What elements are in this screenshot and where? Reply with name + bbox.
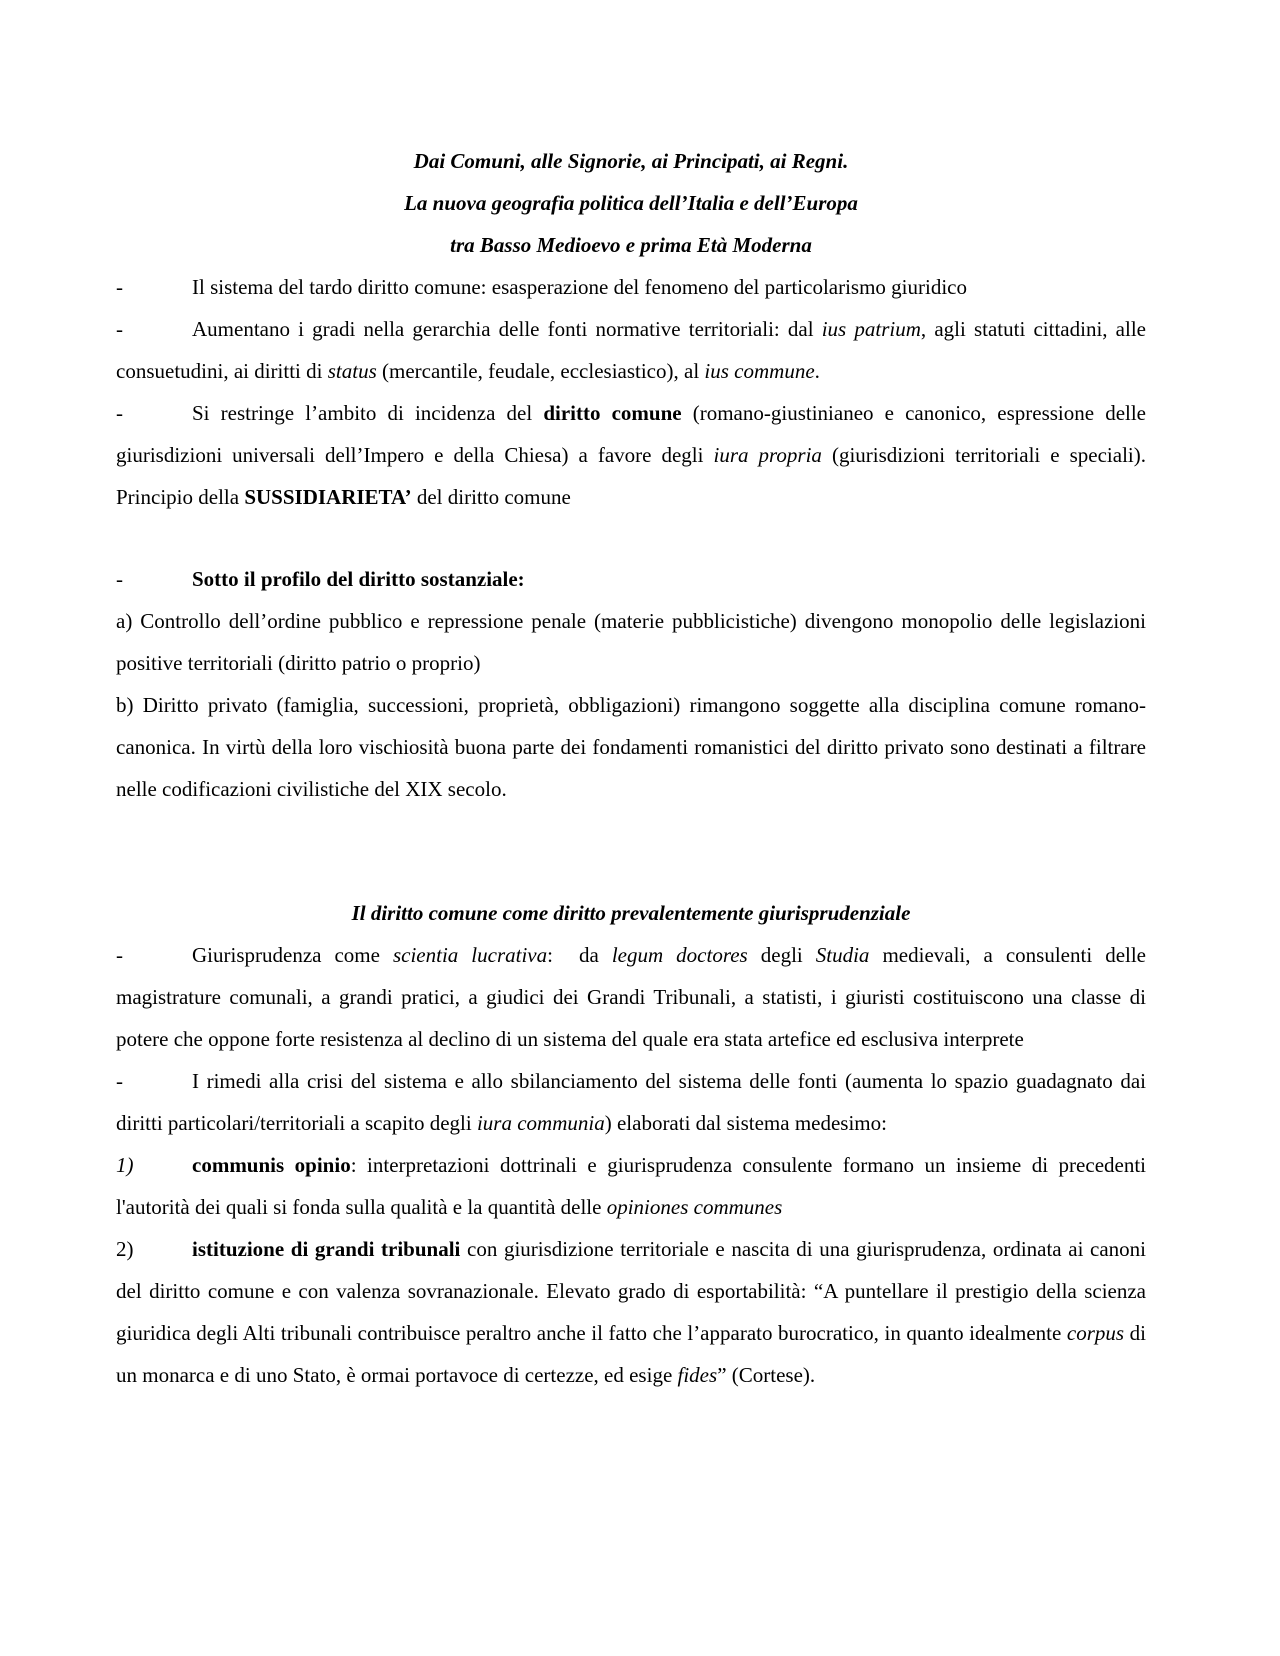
bold-term: istituzione di grandi tribunali: [192, 1237, 461, 1261]
text-run: degli: [747, 943, 816, 967]
bold-term: SUSSIDIARIETA’: [244, 485, 412, 509]
italic-term: opiniones communes: [606, 1195, 783, 1219]
italic-term: fides: [677, 1363, 718, 1387]
section-title: Il diritto comune come diritto prevalentemente giurisprudenziale: [351, 901, 911, 925]
text-run: I rimedi alla crisi del sistema e allo sbilanciamento del sistema delle fonti (aumenta lo spazio guadagnato dai diritti particolari/territoriali a scapito degli: [116, 1069, 1146, 1135]
bullet-marker: -: [116, 401, 123, 425]
italic-term: Studia: [815, 943, 870, 967]
text-run: , agli statuti cittadini, alle consuetudini, ai diritti di: [116, 317, 1146, 383]
number-marker: 2): [116, 1237, 134, 1261]
paragraph-a: a) Controllo dell’ordine pubblico e repressione penale (materie pubblicistiche) divengono monopolio delle legislazioni positive territoriali (diritto patrio o proprio): [116, 609, 1146, 675]
text-run: (giurisdizioni territoriali e speciali). Principio della: [116, 443, 1146, 509]
text-run: con giurisdizione territoriale e nascita di una giurisprudenza, ordinata ai canoni del diritto comune e con valenza sovranazionale. Elevato grado di esportabilità: “A puntellare il prestigio della scienza giuridica degli Alti tribunali contribuisce peraltro anche il fatto che l’apparato burocratico, in quanto idealmente: [116, 1237, 1146, 1345]
bullet-text: Il sistema del tardo diritto comune: esasperazione del fenomeno del particolarismo giuridico: [192, 275, 968, 299]
bullet-marker: -: [116, 1069, 123, 1093]
italic-term: iura propria: [713, 443, 822, 467]
text-run: ” (Cortese).: [717, 1363, 816, 1387]
bullet-marker: -: [116, 567, 123, 591]
title-line-3: tra Basso Medioevo e prima Età Moderna: [450, 233, 812, 257]
text-run: del diritto comune: [411, 485, 571, 509]
bold-term: diritto comune: [543, 401, 682, 425]
bullet-tardo-diritto: [116, 266, 1146, 308]
italic-term: status: [327, 359, 377, 383]
paragraph-b: b) Diritto privato (famiglia, successioni, proprietà, obbligazioni) rimangono soggette alla disciplina comune romano-canonica. In virtù della loro vischiosità buona parte dei fondamenti romanistici del diritto privato sono destinati a filtrare nelle codificazioni civilistiche del XIX secolo.: [116, 693, 1146, 801]
text-run: Aumentano i gradi nella gerarchia delle fonti normative territoriali: dal: [192, 317, 822, 341]
bullet-rimedi-crisi: [116, 1060, 1146, 1144]
italic-term: ius commune: [704, 359, 815, 383]
text-run: : da: [547, 943, 612, 967]
italic-term: legum doctores: [611, 943, 748, 967]
italic-term: corpus: [1066, 1321, 1125, 1345]
bullet-diritto-sostanziale: [116, 558, 1146, 600]
number-marker: 1): [116, 1153, 134, 1177]
bullet-marker: -: [116, 317, 123, 341]
italic-term: iura communia: [476, 1111, 605, 1135]
spacer: [116, 518, 1146, 558]
bold-term: communis opinio: [192, 1153, 351, 1177]
text-run: Si restringe l’ambito di incidenza del: [192, 401, 544, 425]
document-page: [116, 140, 1146, 1396]
italic-term: scientia lucrativa: [392, 943, 548, 967]
title-line-2: La nuova geografia politica dell’Italia e dell’Europa: [404, 191, 858, 215]
italic-term: ius patrium: [821, 317, 921, 341]
text-run: (romano-giustinianeo e canonico, espressione delle giurisdizioni universali dell’Impero e della Chiesa) a favore degli: [116, 401, 1146, 467]
text-run: di un monarca e di uno Stato, è ormai portavoce di certezze, ed esige: [116, 1321, 1146, 1387]
bullet-gerarchia-fonti: [116, 308, 1146, 392]
numbered-item-1: [116, 1144, 1146, 1228]
bullet-marker: -: [116, 943, 123, 967]
bold-heading: Sotto il profilo del diritto sostanziale:: [192, 567, 525, 591]
spacer: [116, 810, 1146, 892]
text-run: (mercantile, feudale, ecclesiastico), al: [376, 359, 705, 383]
document-title: [116, 140, 1146, 266]
bullet-giurisprudenza: [116, 934, 1146, 1060]
bullet-diritto-comune: [116, 392, 1146, 518]
numbered-item-2: [116, 1228, 1146, 1396]
text-run: medievali, a consulenti delle magistrature comunali, a grandi pratici, a giudici dei Grandi Tribunali, a statisti, i giuristi costituiscono una classe di potere che oppone forte resistenza al declino di un sistema del quale era stata artefice ed esclusiva interprete: [116, 943, 1147, 1051]
text-run: Giurisprudenza come: [192, 943, 393, 967]
bullet-marker: -: [116, 275, 123, 299]
text-run: .: [814, 359, 820, 383]
text-run: ) elaborati dal sistema medesimo:: [604, 1111, 887, 1135]
text-run: : interpretazioni dottrinali e giurisprudenza consulente formano un insieme di precedenti l'autorità dei quali si fonda sulla qualità e la quantità delle: [116, 1153, 1147, 1219]
title-line-1: Dai Comuni, alle Signorie, ai Principati, ai Regni.: [413, 149, 849, 173]
